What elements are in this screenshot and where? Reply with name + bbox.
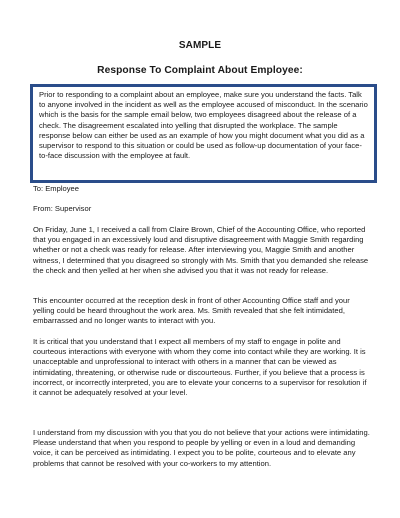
memo-from (33, 204, 371, 214)
memo-paragraph-text: I understand from my discussion with you that you do not believe that your actions were intimidating. Please understand that when you respond to people by yelling or even in a loud and demanding voice, it can be perceived as intimidating. I expect you to be polite, courteous and to elevate any problems that cannot be resolved with your co-workers to my attention. (33, 428, 370, 468)
guidance-note-box (30, 84, 377, 183)
memo-paragraph (33, 225, 371, 276)
memo-paragraph-text: On Friday, June 1, I received a call from Claire Brown, Chief of the Accounting Office, who reported that you engaged in an excessively loud and disruptive disagreement with Maggie Smith regarding whether or not a check was ready for release. After interviewing you, Maggie Smith and another witness, I determined that you disagreed so strongly with Ms. Smith that you demanded she release the check and then yelled at her when she advised you that it was not ready for release. (33, 225, 369, 275)
memo-paragraph (33, 428, 371, 469)
memo-from-line: From: Supervisor (33, 204, 92, 213)
sample-label: SAMPLE (178, 40, 222, 51)
memo-paragraph (33, 337, 371, 398)
memo-paragraph-text: This encounter occurred at the reception desk in front of other Accounting Office staff and your yelling could be heard throughout the work area. Ms. Smith revealed that she felt intimidated, embarrassed and no longer wants to interact with you. (33, 296, 350, 326)
guidance-note-text: Prior to responding to a complaint about an employee, make sure you understand the facts. Talk to anyone involved in the incident as well as the employee accused of misconduct. In the scenario which is the basis for the sample email below, two employees disagreed about the release of a check. The disagreement escalated into yelling that disrupted the workplace. The sample response below can either be used as an example of how you might document what you did as a supervisor to respond to this situation or could be used as follow-up documentation of your face-to-face discussion with the employee at fault. (39, 90, 368, 161)
memo-to-line: To: Employee (33, 184, 80, 193)
memo-paragraph-text: It is critical that you understand that I expect all members of my staff to engage in polite and courteous interactions with everyone with whom they come into contact while they are working. It is unacceptable and unprofessional to interact with others in a manner that can be viewed as intimidating, threatening, or otherwise rude or discourteous. Further, if you believe that a process is incorrect, or incorrectly interpreted, you are to elevate your concerns to a supervisor for resolution if it cannot be adequately resolved at your level. (33, 337, 367, 398)
memo-paragraph (33, 296, 371, 327)
memo-to (33, 184, 371, 194)
document-title: Response To Complaint About Employee: (97, 65, 303, 76)
